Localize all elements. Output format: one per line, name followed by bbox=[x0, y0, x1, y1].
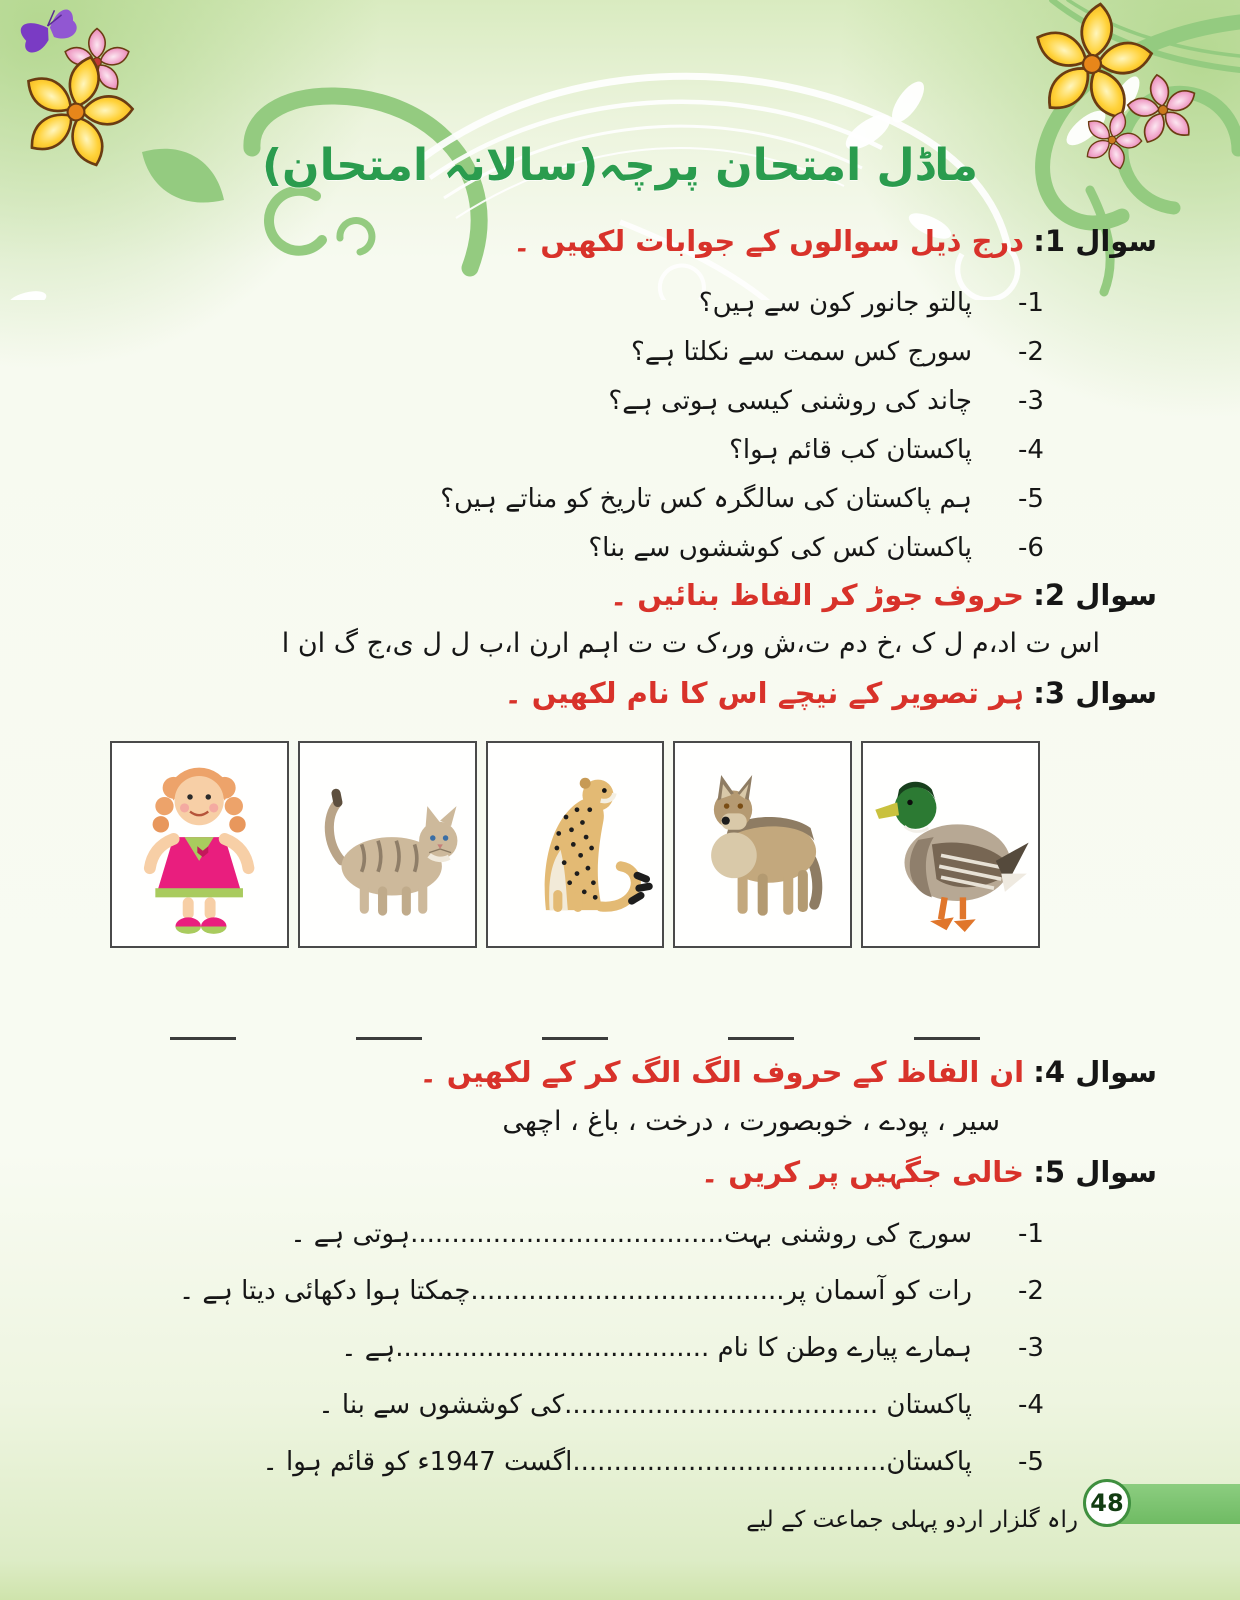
answer-blank bbox=[356, 1000, 422, 1040]
picture-box-cheetah bbox=[486, 741, 665, 948]
picture-row bbox=[110, 741, 1040, 948]
q5-items bbox=[179, 1205, 1052, 1490]
question-text: پاکستان کس کی کوششوں سے بنا؟ bbox=[588, 532, 972, 563]
question-number: -3 bbox=[1018, 385, 1044, 416]
q4-heading-text: ان الفاظ کے حروف الگ الگ کر کے لکھیں ۔ bbox=[419, 1055, 1025, 1089]
answer-blank bbox=[542, 1000, 608, 1040]
fill-blank-row bbox=[179, 1319, 1052, 1376]
question-row bbox=[440, 278, 1052, 327]
question-text: پاکستان کب قائم ہوا؟ bbox=[729, 434, 972, 465]
question-number: -2 bbox=[1018, 336, 1044, 367]
fill-blank-row bbox=[179, 1262, 1052, 1319]
question-number: -1 bbox=[1018, 287, 1044, 318]
answer-blank bbox=[914, 1000, 980, 1040]
question-number: -4 bbox=[1018, 434, 1044, 465]
picture-box-wolf bbox=[673, 741, 852, 948]
cheetah-image bbox=[493, 749, 657, 940]
question-text: ہم پاکستان کی سالگرہ کس تاریخ کو مناتے ہیں؟ bbox=[440, 483, 972, 514]
question-number: -5 bbox=[1018, 1446, 1044, 1477]
fill-blank-text: پاکستان......................................اگست 1947ء کو قائم ہوا ۔ bbox=[262, 1446, 972, 1477]
q2-heading bbox=[610, 578, 1157, 612]
q1-heading bbox=[513, 224, 1157, 258]
footer-text: راہ گلزار اردو پہلی جماعت کے لیے bbox=[746, 1507, 1078, 1533]
question-row bbox=[440, 425, 1052, 474]
question-text: پالتو جانور کون سے ہیں؟ bbox=[698, 287, 972, 318]
page-title: ماڈل امتحان پرچہ(سالانہ امتحان) bbox=[261, 140, 979, 191]
q4-heading bbox=[420, 1055, 1157, 1089]
q4-label: سوال 4: bbox=[1033, 1055, 1157, 1089]
question-row bbox=[440, 376, 1052, 425]
fill-blank-text: رات کو آسمان پر......................................چمکتا ہوا دکھائی دیتا ہے ۔ bbox=[178, 1275, 972, 1306]
q1-label: سوال 1: bbox=[1033, 224, 1157, 258]
question-number: -2 bbox=[1018, 1275, 1044, 1306]
q3-label: سوال 3: bbox=[1033, 676, 1157, 710]
page-number-badge: 48 bbox=[1083, 1479, 1131, 1527]
fill-blank-row bbox=[179, 1205, 1052, 1262]
cat-image bbox=[305, 749, 469, 940]
q5-heading bbox=[701, 1155, 1157, 1189]
question-row bbox=[440, 327, 1052, 376]
q2-letters-line: اس ت اد،م ل ک ،خ دم ت،ش ور،ک ت ت اہم ارن ا،ب ل ل ی،ج گ ان ا bbox=[281, 628, 1100, 659]
q2-heading-text: حروف جوڑ کر الفاظ بنائیں ۔ bbox=[610, 578, 1025, 612]
question-text: چاند کی روشنی کیسی ہوتی ہے؟ bbox=[608, 385, 972, 416]
answer-blank bbox=[728, 1000, 794, 1040]
q5-heading-text: خالی جگہیں پر کریں ۔ bbox=[701, 1155, 1025, 1189]
fill-blank-text: سورج کی روشنی بہت......................................ہوتی ہے ۔ bbox=[290, 1218, 972, 1249]
fill-blank-text: ہمارے پیارے وطن کا نام ......................................ہے ۔ bbox=[341, 1332, 972, 1363]
q3-heading-text: ہر تصویر کے نیچے اس کا نام لکھیں ۔ bbox=[504, 676, 1025, 710]
question-row bbox=[440, 474, 1052, 523]
fill-blank-row bbox=[179, 1376, 1052, 1433]
wolf-image bbox=[681, 749, 845, 940]
q4-words-line: سیر ، پودے ، خوبصورت ، درخت ، باغ ، اچھی bbox=[502, 1106, 1000, 1137]
fill-blank-text: پاکستان ......................................کی کوششوں سے بنا ۔ bbox=[318, 1389, 972, 1420]
butterfly-icon bbox=[18, 6, 80, 54]
duck-image bbox=[868, 749, 1032, 940]
question-number: -1 bbox=[1018, 1218, 1044, 1249]
answer-blank bbox=[170, 1000, 236, 1040]
question-row bbox=[440, 523, 1052, 572]
picture-box-duck bbox=[861, 741, 1040, 948]
fill-blank-row bbox=[179, 1433, 1052, 1490]
q1-items bbox=[440, 278, 1052, 572]
question-number: -3 bbox=[1018, 1332, 1044, 1363]
picture-box-cat bbox=[298, 741, 477, 948]
q2-label: سوال 2: bbox=[1033, 578, 1157, 612]
question-number: -5 bbox=[1018, 483, 1044, 514]
question-text: سورج کس سمت سے نکلتا ہے؟ bbox=[630, 336, 972, 367]
q5-label: سوال 5: bbox=[1033, 1155, 1157, 1189]
answer-blanks-row bbox=[110, 1000, 1040, 1040]
question-number: -4 bbox=[1018, 1389, 1044, 1420]
doll-image bbox=[117, 749, 281, 940]
q3-heading bbox=[505, 676, 1157, 710]
question-number: -6 bbox=[1018, 532, 1044, 563]
q1-heading-text: درج ذیل سوالوں کے جوابات لکھیں ۔ bbox=[513, 224, 1025, 258]
picture-box-doll bbox=[110, 741, 289, 948]
